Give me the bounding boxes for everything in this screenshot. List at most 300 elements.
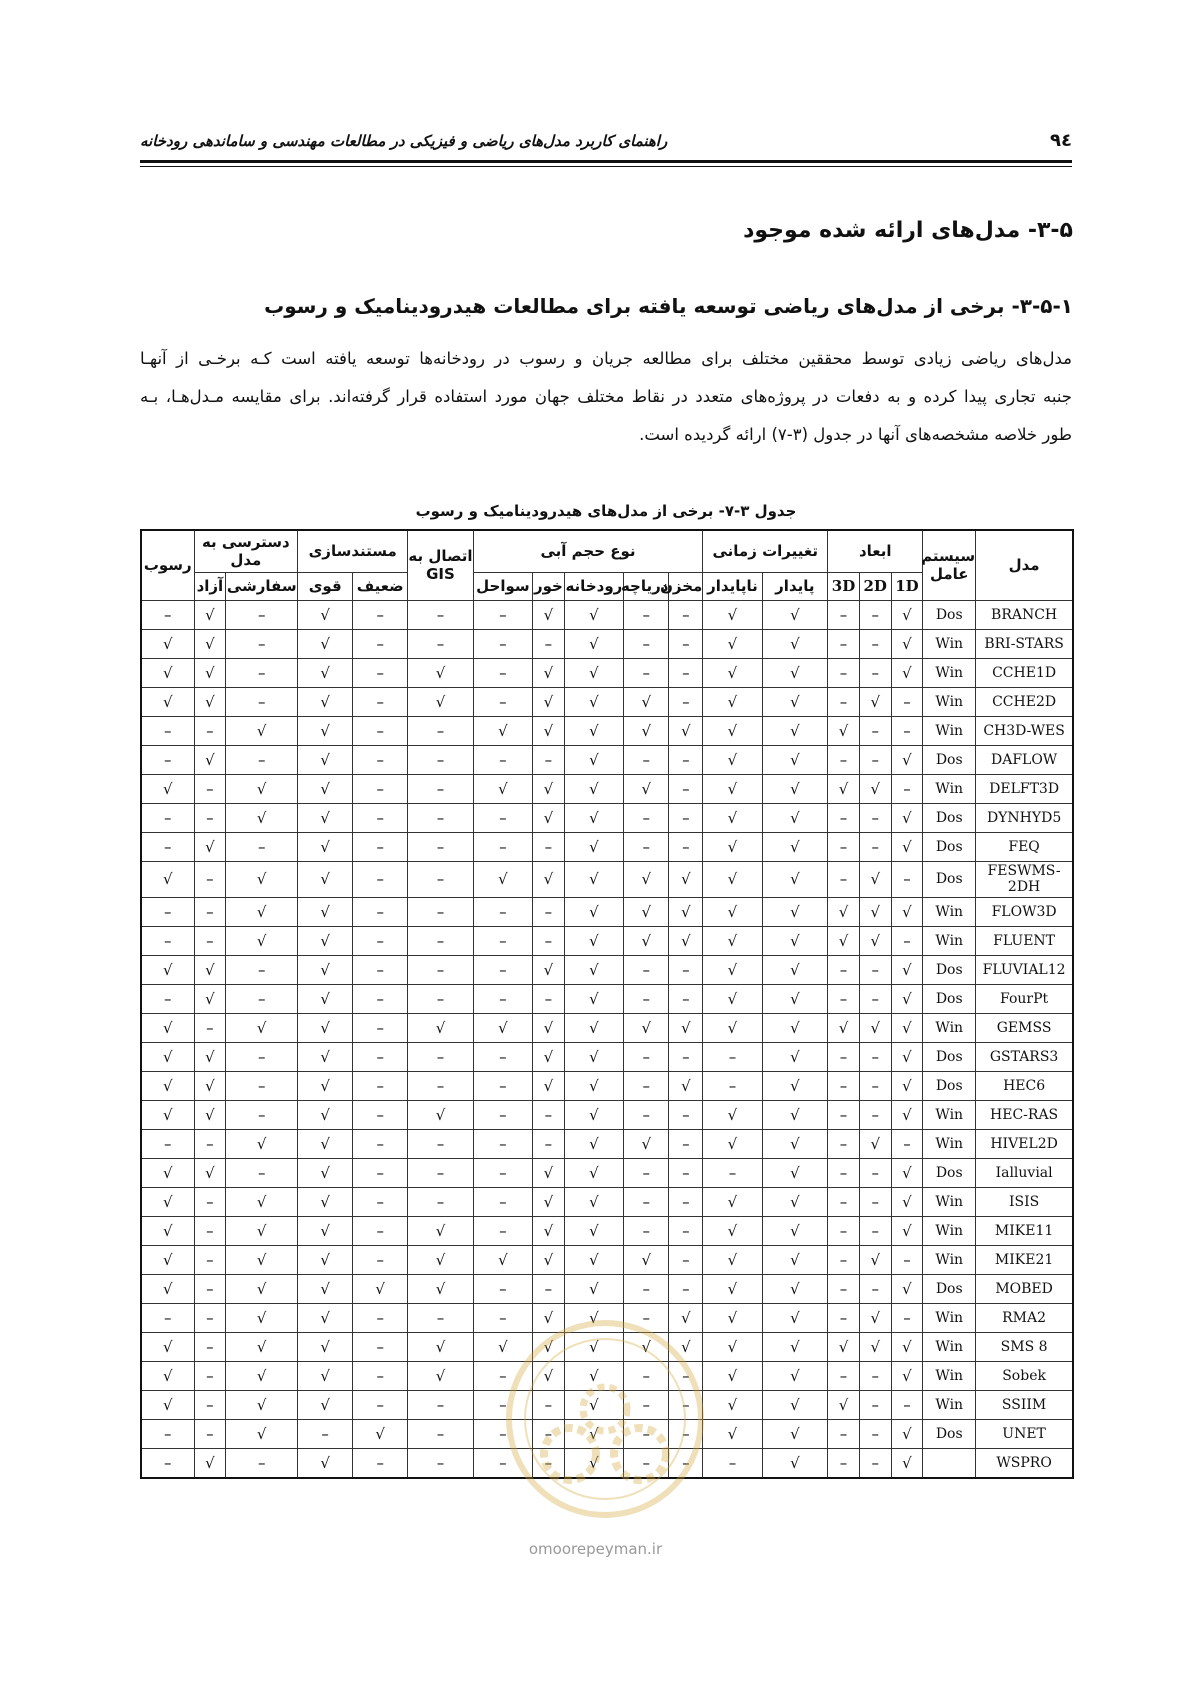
cell-gis: –	[408, 1042, 474, 1071]
table-row	[141, 1158, 1073, 1187]
cell-weak: –	[353, 1129, 408, 1158]
cell-free: √	[194, 687, 226, 716]
cell-steady: √	[762, 1419, 828, 1448]
cell-weak: –	[353, 1303, 408, 1332]
cell-steady: √	[762, 745, 828, 774]
cell-coast: –	[473, 1158, 532, 1187]
cell-gis: √	[408, 1013, 474, 1042]
col-free: آزاد	[194, 572, 226, 600]
cell-os: Win	[923, 1245, 976, 1274]
cell-d1: √	[891, 1274, 923, 1303]
cell-d2: –	[859, 1071, 891, 1100]
cell-weak: –	[353, 1100, 408, 1129]
cell-free: –	[194, 897, 226, 926]
cell-river: √	[564, 600, 623, 629]
cell-estuary: –	[533, 1448, 565, 1478]
cell-strong: √	[298, 926, 353, 955]
cell-coast: –	[473, 1071, 532, 1100]
cell-strong: √	[298, 1042, 353, 1071]
cell-model: DELFT3D	[976, 774, 1073, 803]
cell-weak: –	[353, 1245, 408, 1274]
cell-custom: –	[226, 1071, 298, 1100]
cell-strong: √	[298, 955, 353, 984]
cell-steady: √	[762, 1448, 828, 1478]
cell-weak: –	[353, 1216, 408, 1245]
cell-river: √	[564, 774, 623, 803]
cell-model: HEC6	[976, 1071, 1073, 1100]
cell-os: Dos	[923, 1158, 976, 1187]
cell-free: –	[194, 1274, 226, 1303]
cell-free: –	[194, 716, 226, 745]
cell-river: √	[564, 1129, 623, 1158]
cell-strong: √	[298, 984, 353, 1013]
cell-unsteady: –	[703, 1158, 762, 1187]
cell-river: √	[564, 832, 623, 861]
cell-weak: –	[353, 1448, 408, 1478]
cell-d2: –	[859, 984, 891, 1013]
cell-custom: –	[226, 745, 298, 774]
cell-unsteady: √	[703, 1419, 762, 1448]
cell-d1: √	[891, 1448, 923, 1478]
cell-estuary: –	[533, 926, 565, 955]
cell-strong: √	[298, 774, 353, 803]
cell-sediment: √	[141, 1071, 194, 1100]
cell-model: FourPt	[976, 984, 1073, 1013]
col-sediment: رسوب	[141, 530, 194, 600]
cell-coast: –	[473, 745, 532, 774]
cell-reservoir: –	[669, 1419, 703, 1448]
col-gis: اتصال به GIS	[408, 530, 474, 600]
cell-steady: √	[762, 1390, 828, 1419]
footer-site: omoorepeyman.ir	[528, 1540, 663, 1558]
cell-d3: –	[828, 1361, 860, 1390]
table-row	[141, 1013, 1073, 1042]
col-lake: دریاچه	[624, 572, 669, 600]
cell-weak: –	[353, 629, 408, 658]
cell-d2: √	[859, 1332, 891, 1361]
table-row	[141, 984, 1073, 1013]
cell-sediment: √	[141, 1042, 194, 1071]
cell-d1: √	[891, 1187, 923, 1216]
cell-d3: –	[828, 984, 860, 1013]
cell-estuary: √	[533, 955, 565, 984]
cell-d2: –	[859, 1042, 891, 1071]
cell-d3: –	[828, 1129, 860, 1158]
cell-unsteady: √	[703, 897, 762, 926]
cell-unsteady: √	[703, 832, 762, 861]
cell-reservoir: –	[669, 629, 703, 658]
cell-reservoir: –	[669, 832, 703, 861]
cell-lake: –	[624, 600, 669, 629]
cell-d2: √	[859, 1245, 891, 1274]
cell-model: MOBED	[976, 1274, 1073, 1303]
cell-gis: –	[408, 629, 474, 658]
cell-coast: –	[473, 984, 532, 1013]
cell-d3: –	[828, 803, 860, 832]
cell-sediment: √	[141, 658, 194, 687]
cell-river: √	[564, 1100, 623, 1129]
cell-estuary: √	[533, 1013, 565, 1042]
cell-os: Win	[923, 1129, 976, 1158]
cell-os: Dos	[923, 861, 976, 897]
cell-d2: √	[859, 687, 891, 716]
cell-river: √	[564, 861, 623, 897]
cell-d3: –	[828, 658, 860, 687]
cell-d1: √	[891, 1419, 923, 1448]
cell-steady: √	[762, 1129, 828, 1158]
cell-unsteady: √	[703, 716, 762, 745]
cell-custom: √	[226, 716, 298, 745]
cell-custom: √	[226, 1303, 298, 1332]
col-access: دسترسی به مدل	[194, 530, 298, 572]
cell-weak: –	[353, 1361, 408, 1390]
cell-custom: –	[226, 600, 298, 629]
cell-d3: –	[828, 1216, 860, 1245]
table-row	[141, 1332, 1073, 1361]
page-number: ۹٤	[1050, 130, 1072, 151]
cell-strong: √	[298, 745, 353, 774]
cell-sediment: √	[141, 1158, 194, 1187]
cell-model: GSTARS3	[976, 1042, 1073, 1071]
cell-unsteady: √	[703, 955, 762, 984]
cell-coast: √	[473, 861, 532, 897]
cell-sediment: √	[141, 1013, 194, 1042]
cell-strong: √	[298, 1071, 353, 1100]
cell-gis: –	[408, 926, 474, 955]
cell-steady: √	[762, 1216, 828, 1245]
cell-coast: √	[473, 1013, 532, 1042]
cell-river: √	[564, 926, 623, 955]
cell-model: GEMSS	[976, 1013, 1073, 1042]
cell-estuary: √	[533, 658, 565, 687]
cell-estuary: –	[533, 1390, 565, 1419]
table-row	[141, 1216, 1073, 1245]
cell-coast: √	[473, 1245, 532, 1274]
cell-d1: √	[891, 1042, 923, 1071]
cell-model: DAFLOW	[976, 745, 1073, 774]
cell-d3: –	[828, 745, 860, 774]
cell-weak: –	[353, 1187, 408, 1216]
cell-free: –	[194, 774, 226, 803]
cell-reservoir: –	[669, 1245, 703, 1274]
cell-d3: –	[828, 1158, 860, 1187]
cell-d3: –	[828, 1187, 860, 1216]
header-rule	[140, 160, 1072, 163]
cell-sediment: √	[141, 1361, 194, 1390]
cell-river: √	[564, 1245, 623, 1274]
cell-free: –	[194, 1245, 226, 1274]
cell-d1: √	[891, 955, 923, 984]
cell-steady: √	[762, 774, 828, 803]
cell-lake: √	[624, 774, 669, 803]
cell-d3: √	[828, 1013, 860, 1042]
cell-os: Win	[923, 658, 976, 687]
cell-custom: √	[226, 1129, 298, 1158]
cell-strong: √	[298, 1187, 353, 1216]
table-caption: جدول ۳-۷- برخی از مدل‌های هیدرودینامیک و رسوب	[415, 502, 797, 520]
cell-free: √	[194, 1071, 226, 1100]
cell-d1: –	[891, 1303, 923, 1332]
cell-steady: √	[762, 1332, 828, 1361]
cell-estuary: √	[533, 1158, 565, 1187]
cell-river: √	[564, 1042, 623, 1071]
cell-d2: –	[859, 1274, 891, 1303]
cell-lake: √	[624, 716, 669, 745]
cell-unsteady: √	[703, 984, 762, 1013]
cell-unsteady: √	[703, 687, 762, 716]
cell-d2: –	[859, 600, 891, 629]
col-strong: قوی	[298, 572, 353, 600]
cell-free: –	[194, 1390, 226, 1419]
cell-free: √	[194, 984, 226, 1013]
cell-d1: √	[891, 600, 923, 629]
cell-reservoir: –	[669, 1361, 703, 1390]
cell-custom: √	[226, 1216, 298, 1245]
cell-estuary: –	[533, 984, 565, 1013]
cell-sediment: √	[141, 1100, 194, 1129]
cell-d3: √	[828, 926, 860, 955]
cell-d1: √	[891, 629, 923, 658]
cell-estuary: √	[533, 716, 565, 745]
cell-coast: √	[473, 716, 532, 745]
cell-river: √	[564, 1274, 623, 1303]
cell-custom: √	[226, 926, 298, 955]
cell-reservoir: √	[669, 1332, 703, 1361]
cell-steady: √	[762, 1303, 828, 1332]
cell-reservoir: –	[669, 984, 703, 1013]
cell-sediment: √	[141, 1332, 194, 1361]
cell-d3: –	[828, 687, 860, 716]
cell-model: Sobek	[976, 1361, 1073, 1390]
cell-gis: –	[408, 1448, 474, 1478]
cell-custom: √	[226, 1361, 298, 1390]
cell-d1: –	[891, 926, 923, 955]
cell-lake: –	[624, 745, 669, 774]
cell-reservoir: √	[669, 897, 703, 926]
cell-sediment: –	[141, 716, 194, 745]
cell-d2: √	[859, 1013, 891, 1042]
cell-coast: –	[473, 803, 532, 832]
cell-d2: –	[859, 803, 891, 832]
cell-d3: –	[828, 629, 860, 658]
col-documentation: مستندسازی	[298, 530, 408, 572]
cell-custom: √	[226, 861, 298, 897]
cell-estuary: √	[533, 1245, 565, 1274]
cell-os: Win	[923, 1390, 976, 1419]
cell-d2: √	[859, 861, 891, 897]
cell-gis: √	[408, 1245, 474, 1274]
cell-strong: √	[298, 1303, 353, 1332]
table-row	[141, 926, 1073, 955]
cell-model: CCHE2D	[976, 687, 1073, 716]
cell-strong: √	[298, 1332, 353, 1361]
cell-gis: –	[408, 832, 474, 861]
cell-custom: √	[226, 1390, 298, 1419]
col-coast: سواحل	[473, 572, 532, 600]
cell-reservoir: –	[669, 600, 703, 629]
cell-sediment: –	[141, 1419, 194, 1448]
cell-unsteady: √	[703, 1303, 762, 1332]
cell-d2: √	[859, 774, 891, 803]
running-title: راهنمای کاربرد مدل‌های ریاضی و فیزیکی در مطالعات مهندسی و ساماندهی رودخانه	[140, 132, 668, 150]
cell-custom: –	[226, 658, 298, 687]
cell-lake: √	[624, 861, 669, 897]
cell-d2: –	[859, 1187, 891, 1216]
table-row	[141, 803, 1073, 832]
cell-estuary: –	[533, 1129, 565, 1158]
cell-custom: √	[226, 1245, 298, 1274]
cell-sediment: –	[141, 1448, 194, 1478]
cell-sediment: –	[141, 600, 194, 629]
cell-os: Dos	[923, 803, 976, 832]
paragraph-line: مدل‌های ریاضی زیادی توسط محققین مختلف برای مطالعه جریان و رسوب در رودخانه‌ها توسعه یافته است کـه برخـی از آنهـا	[140, 349, 1072, 368]
cell-d2: √	[859, 926, 891, 955]
cell-lake: √	[624, 687, 669, 716]
cell-gis: –	[408, 803, 474, 832]
table-row	[141, 745, 1073, 774]
cell-weak: √	[353, 1419, 408, 1448]
cell-model: CCHE1D	[976, 658, 1073, 687]
paragraph-line: طور خلاصه مشخصه‌های آنها در جدول (۳-۷) ارائه گردیده است.	[639, 425, 1072, 444]
cell-river: √	[564, 1390, 623, 1419]
cell-sediment: √	[141, 1245, 194, 1274]
cell-custom: –	[226, 1158, 298, 1187]
cell-free: –	[194, 1013, 226, 1042]
col-2d: 2D	[859, 572, 891, 600]
cell-model: MIKE11	[976, 1216, 1073, 1245]
cell-estuary: –	[533, 1419, 565, 1448]
cell-sediment: √	[141, 774, 194, 803]
cell-custom: √	[226, 1187, 298, 1216]
cell-free: √	[194, 1042, 226, 1071]
cell-coast: –	[473, 658, 532, 687]
cell-coast: –	[473, 687, 532, 716]
cell-weak: –	[353, 1042, 408, 1071]
cell-gis: –	[408, 1419, 474, 1448]
cell-gis: √	[408, 1100, 474, 1129]
cell-d2: –	[859, 832, 891, 861]
cell-d3: –	[828, 955, 860, 984]
cell-unsteady: √	[703, 600, 762, 629]
cell-reservoir: √	[669, 716, 703, 745]
cell-lake: √	[624, 897, 669, 926]
cell-sediment: √	[141, 1390, 194, 1419]
paragraph-line: جنبه تجاری پیدا کرده و به دفعات در پروژه‌های متعدد در نقاط مختلف جهان مورد استفاده قرار گرفته‌اند. برای مقایسه مـدل‌هـا، بـه	[140, 387, 1072, 406]
cell-custom: √	[226, 774, 298, 803]
cell-custom: √	[226, 803, 298, 832]
cell-os: Dos	[923, 955, 976, 984]
cell-lake: √	[624, 1013, 669, 1042]
cell-model: HEC-RAS	[976, 1100, 1073, 1129]
table-row	[141, 1390, 1073, 1419]
cell-lake: –	[624, 1100, 669, 1129]
cell-reservoir: –	[669, 1274, 703, 1303]
cell-sediment: –	[141, 897, 194, 926]
cell-os: Win	[923, 716, 976, 745]
cell-coast: –	[473, 1390, 532, 1419]
cell-custom: –	[226, 955, 298, 984]
cell-lake: –	[624, 1419, 669, 1448]
cell-d3: –	[828, 600, 860, 629]
cell-model: MIKE21	[976, 1245, 1073, 1274]
cell-d3: √	[828, 1332, 860, 1361]
cell-d3: √	[828, 897, 860, 926]
cell-d1: √	[891, 803, 923, 832]
cell-custom: –	[226, 1448, 298, 1478]
cell-river: √	[564, 1071, 623, 1100]
cell-unsteady: √	[703, 1013, 762, 1042]
cell-river: √	[564, 984, 623, 1013]
cell-free: –	[194, 803, 226, 832]
cell-reservoir: –	[669, 803, 703, 832]
cell-steady: √	[762, 716, 828, 745]
cell-reservoir: √	[669, 1013, 703, 1042]
cell-reservoir: –	[669, 1216, 703, 1245]
table-row	[141, 1071, 1073, 1100]
table-row	[141, 600, 1073, 629]
cell-sediment: √	[141, 861, 194, 897]
cell-unsteady: √	[703, 1129, 762, 1158]
cell-os: Win	[923, 1361, 976, 1390]
cell-d1: √	[891, 1216, 923, 1245]
table-row	[141, 629, 1073, 658]
cell-unsteady: √	[703, 658, 762, 687]
cell-estuary: –	[533, 1274, 565, 1303]
cell-coast: –	[473, 897, 532, 926]
cell-os: Dos	[923, 745, 976, 774]
cell-gis: √	[408, 1361, 474, 1390]
cell-lake: –	[624, 1187, 669, 1216]
cell-estuary: √	[533, 687, 565, 716]
cell-lake: –	[624, 658, 669, 687]
cell-coast: √	[473, 774, 532, 803]
cell-free: –	[194, 1303, 226, 1332]
cell-d1: √	[891, 1361, 923, 1390]
cell-river: √	[564, 687, 623, 716]
col-estuary: خور	[533, 572, 565, 600]
cell-river: √	[564, 1361, 623, 1390]
cell-lake: –	[624, 1071, 669, 1100]
cell-estuary: √	[533, 1187, 565, 1216]
cell-gis: –	[408, 774, 474, 803]
cell-steady: √	[762, 1158, 828, 1187]
cell-strong: √	[298, 1129, 353, 1158]
cell-custom: –	[226, 1100, 298, 1129]
cell-free: –	[194, 1187, 226, 1216]
cell-model: CH3D-WES	[976, 716, 1073, 745]
cell-model: BRI-STARS	[976, 629, 1073, 658]
cell-d3: –	[828, 1071, 860, 1100]
cell-river: √	[564, 1448, 623, 1478]
cell-sediment: –	[141, 1303, 194, 1332]
cell-os: Win	[923, 1013, 976, 1042]
cell-unsteady: √	[703, 803, 762, 832]
cell-steady: √	[762, 1245, 828, 1274]
cell-custom: –	[226, 687, 298, 716]
cell-d1: √	[891, 984, 923, 1013]
cell-gis: √	[408, 1332, 474, 1361]
cell-reservoir: –	[669, 774, 703, 803]
cell-strong: √	[298, 1390, 353, 1419]
cell-model: Ialluvial	[976, 1158, 1073, 1187]
cell-weak: –	[353, 1013, 408, 1042]
cell-d3: –	[828, 1448, 860, 1478]
cell-d1: –	[891, 1129, 923, 1158]
cell-estuary: √	[533, 1361, 565, 1390]
table-row	[141, 1100, 1073, 1129]
col-reservoir: مخزن	[669, 572, 703, 600]
cell-reservoir: –	[669, 1042, 703, 1071]
